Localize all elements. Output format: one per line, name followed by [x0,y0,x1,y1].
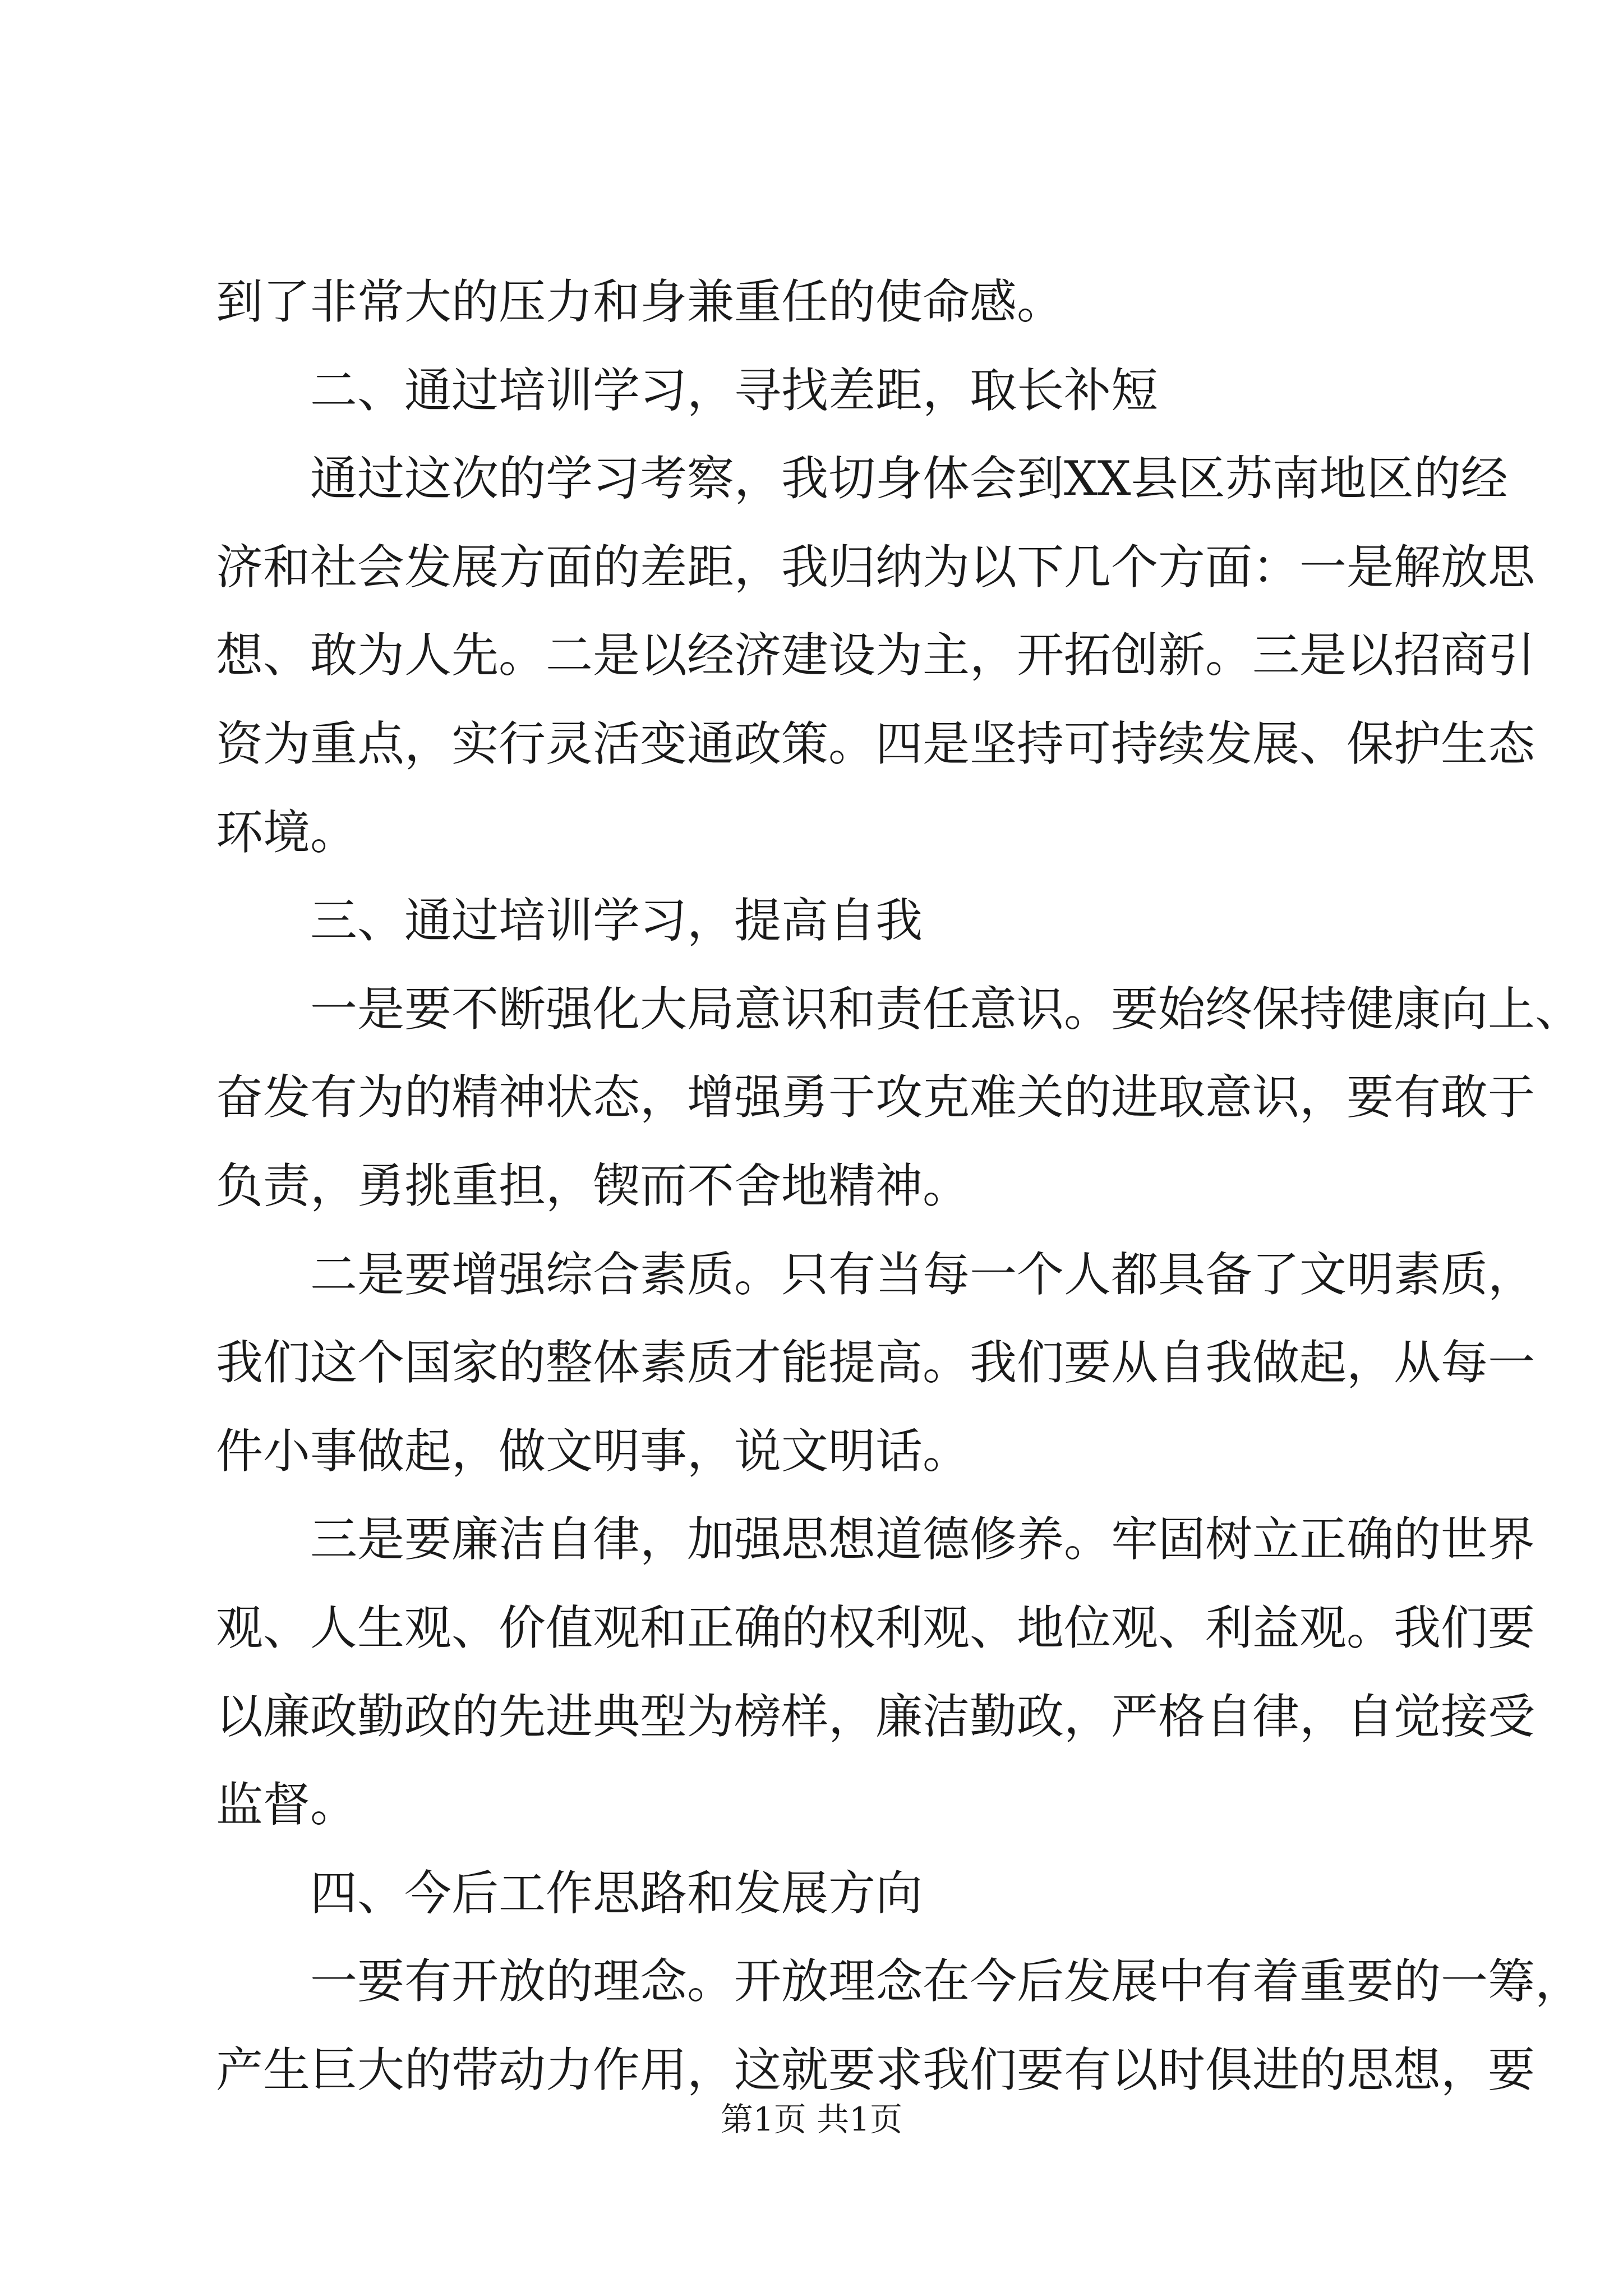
paragraph-line: 三是要廉洁自律，加强思想道德修养。牢固树立正确的世界 [310,1512,1536,1567]
paragraph-line: 监督。 [216,1777,358,1833]
paragraph-line: 资为重点，实行灵活变通政策。四是坚持可持续发展、保护生态 [216,716,1536,771]
paragraph-line: 件小事做起，做文明事，说文明话。 [216,1423,970,1479]
paragraph-line: 到了非常大的压力和身兼重任的使命感。 [216,274,1064,329]
paragraph-line: 奋发有为的精神状态，增强勇于攻克难关的进取意识，要有敢于 [216,1070,1536,1125]
paragraph-line: 负责，勇挑重担，锲而不舍地精神。 [216,1158,970,1213]
paragraph-line: 二是要增强综合素质。只有当每一个人都具备了文明素质， [310,1246,1536,1302]
paragraph-line: 环境。 [216,804,358,860]
paragraph-line: 一要有开放的理念。开放理念在今后发展中有着重要的一筹， [310,1954,1583,2009]
section-heading: 三、通过培训学习，提高自我 [310,893,923,949]
document-body [216,258,1583,2114]
paragraph-line: 济和社会发展方面的差距，我归纳为以下几个方面：一是解放思 [216,539,1536,595]
paragraph-line: 我们这个国家的整体素质才能提高。我们要从自我做起，从每一 [216,1335,1536,1391]
section-heading: 四、今后工作思路和发展方向 [310,1865,923,1921]
paragraph-line: 想、敢为人先。二是以经济建设为主，开拓创新。三是以招商引 [216,628,1536,683]
paragraph-line: 产生巨大的带动力作用，这就要求我们要有以时俱进的思想，要 [216,2042,1536,2097]
paragraph-line: 观、人生观、价值观和正确的权利观、地位观、利益观。我们要 [216,1600,1536,1655]
page-number-footer: 第1页 共1页 [720,2100,903,2138]
paragraph-line: 通过这次的学习考察，我切身体会到XX县区苏南地区的经 [310,451,1508,507]
paragraph-line: 一是要不断强化大局意识和责任意识。要始终保持健康向上、 [310,981,1583,1037]
section-heading: 二、通过培训学习，寻找差距，取长补短 [310,362,1159,418]
paragraph-line: 以廉政勤政的先进典型为榜样，廉洁勤政，严格自律，自觉接受 [216,1688,1536,1744]
